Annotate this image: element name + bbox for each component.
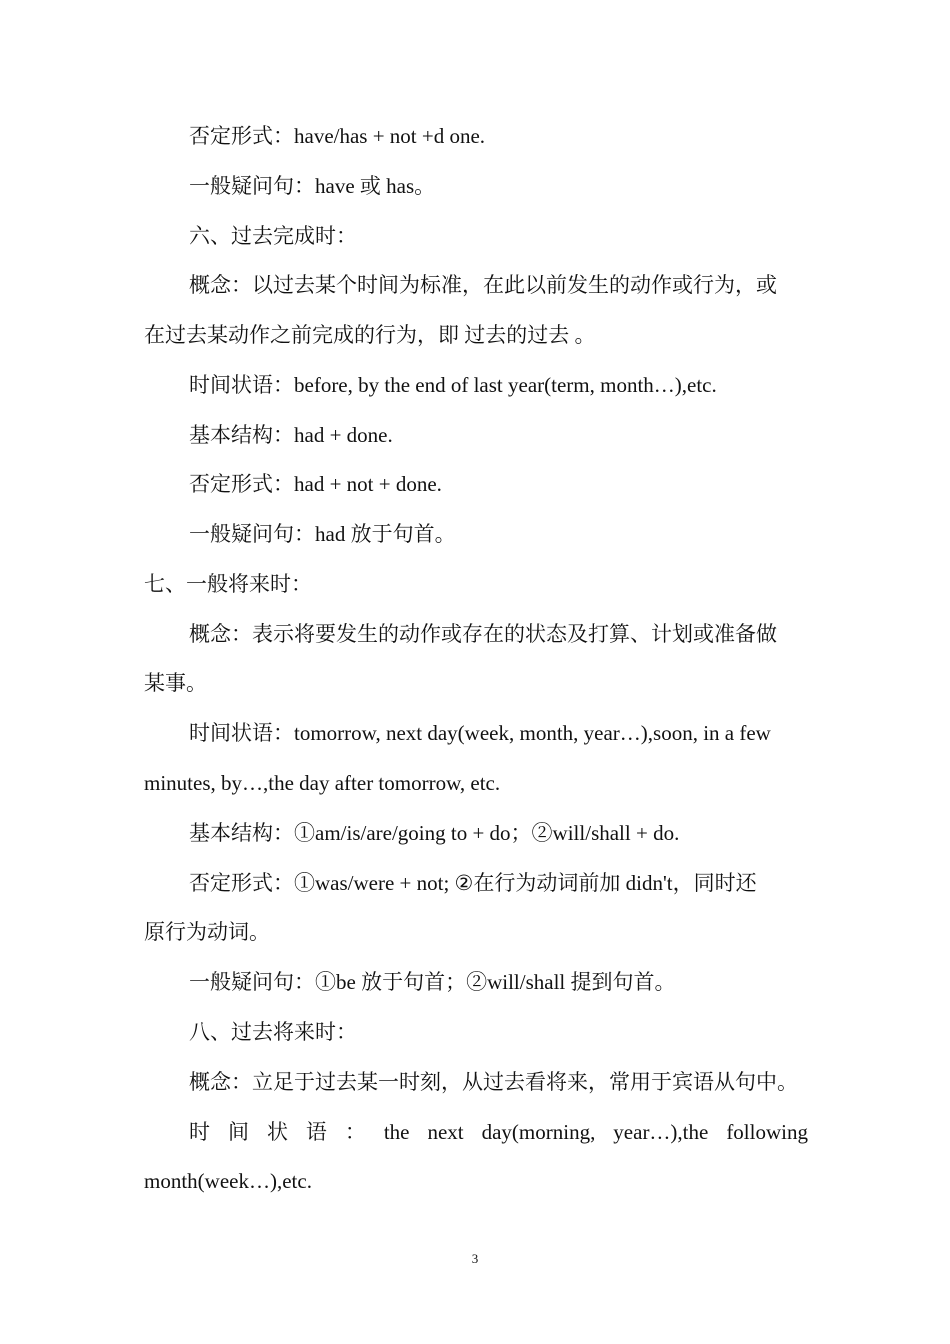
- justified-word: next: [427, 1120, 464, 1144]
- justified-word: 时: [189, 1120, 210, 1144]
- paragraph-line: 某事。: [144, 671, 207, 695]
- paragraph-line: 一般疑问句：have 或 has。: [189, 174, 436, 198]
- justified-word: year…),the: [613, 1120, 709, 1144]
- paragraph-line: 概念：表示将要发生的动作或存在的状态及打算、计划或准备做: [189, 622, 777, 646]
- justified-word: following: [726, 1120, 808, 1144]
- paragraph-line: 否定形式：have/has + not +d one.: [189, 124, 486, 148]
- justified-word: 间: [227, 1120, 249, 1144]
- paragraph-line: 一般疑问句：①be 放于句首；②will/shall 提到句首。: [189, 970, 676, 994]
- justified-word: ：: [344, 1120, 366, 1144]
- paragraph-line: 概念：以过去某个时间为标准，在此以前发生的动作或行为，或: [189, 273, 777, 297]
- justified-word: the: [383, 1120, 410, 1144]
- paragraph-line: 时间状语：before, by the end of last year(term, month…),etc.: [189, 373, 717, 397]
- paragraph-line: minutes, by…,the day after tomorrow, etc.: [144, 771, 501, 795]
- paragraph-line: 概念：立足于过去某一时刻，从过去看将来，常用于宾语从句中。: [189, 1070, 798, 1094]
- paragraph-line: 一般疑问句：had 放于句首。: [189, 522, 456, 546]
- justified-word: 语: [305, 1120, 327, 1144]
- justified-word: day(morning,: [481, 1120, 596, 1144]
- section-heading: 七、一般将来时：: [144, 572, 312, 596]
- paragraph-line: 否定形式：①was/were + not; ②在行为动词前加 didn't，同时还: [189, 871, 757, 895]
- justified-paragraph-line: [189, 1117, 808, 1147]
- paragraph-line: 时间状语：tomorrow, next day(week, month, year…),soon, in a few: [189, 721, 771, 745]
- section-heading: 六、过去完成时：: [189, 224, 357, 248]
- paragraph-line: 否定形式：had + not + done.: [189, 472, 442, 496]
- paragraph-line: 在过去某动作之前完成的行为，即 过去的过去 。: [144, 323, 596, 347]
- paragraph-line: 原行为动词。: [144, 920, 270, 944]
- paragraph-line: 基本结构：had + done.: [189, 423, 393, 447]
- page-number: 3: [471, 1251, 479, 1266]
- paragraph-line: 基本结构：①am/is/are/going to + do；②will/shall + do.: [189, 821, 680, 845]
- section-heading: 八、过去将来时：: [189, 1020, 357, 1044]
- justified-word: 状: [266, 1120, 288, 1144]
- paragraph-line: month(week…),etc.: [144, 1169, 312, 1193]
